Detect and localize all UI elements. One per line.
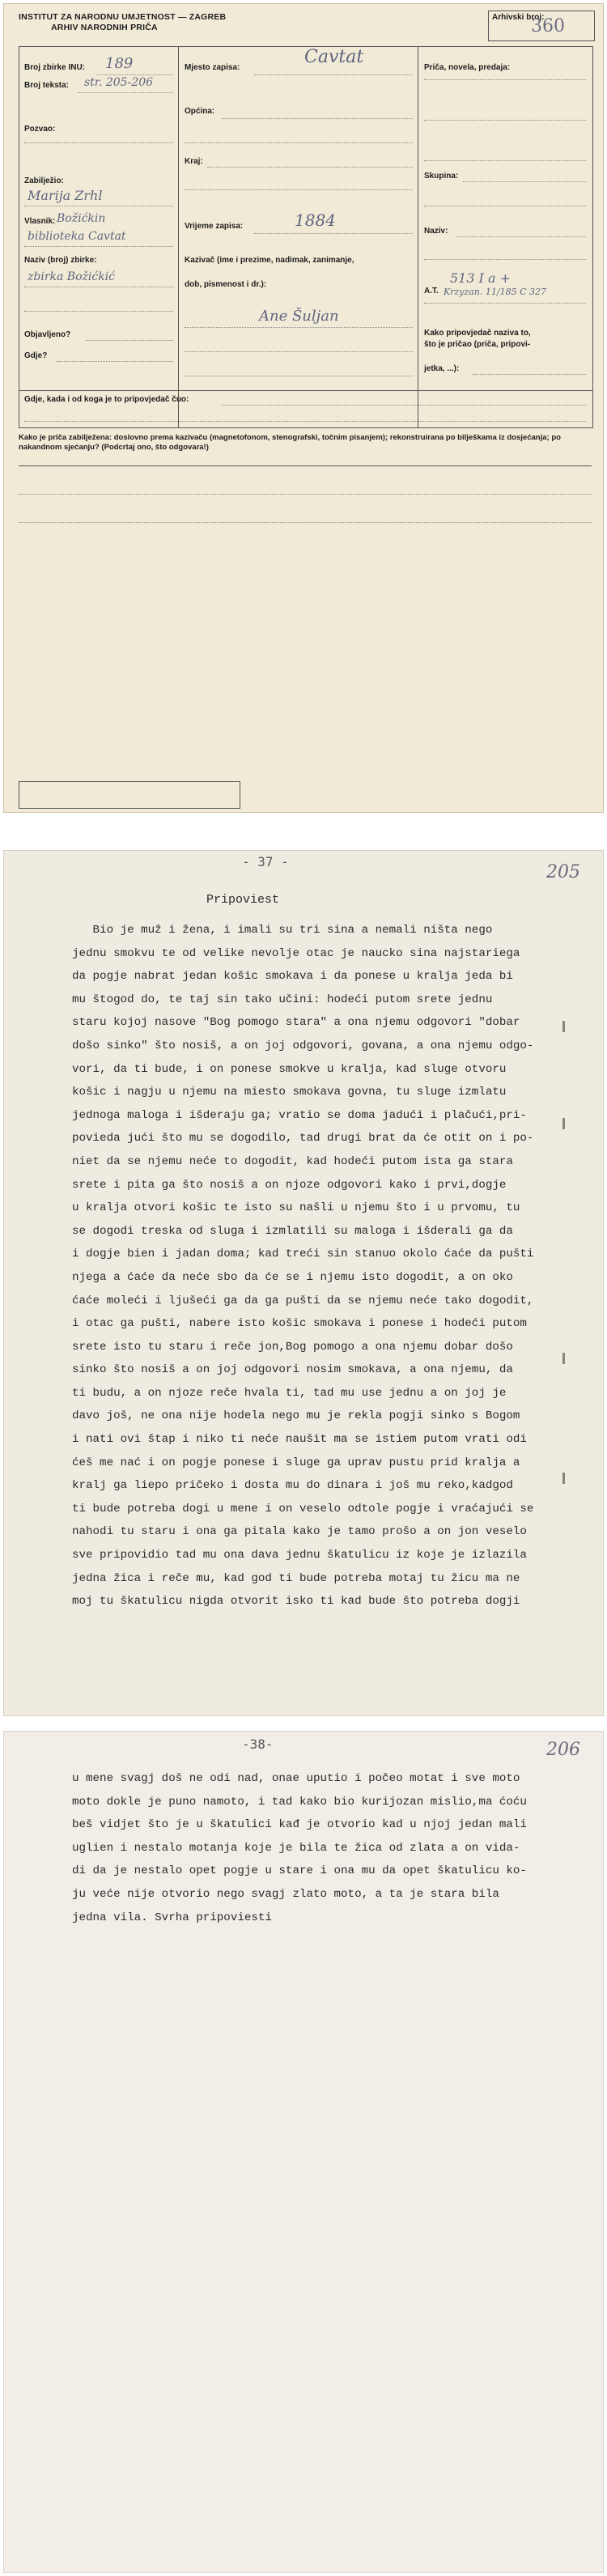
how-named-label-2: što je pričao (priča, pripovi- [424,340,531,349]
text-line: ćeš me nać i on pogje ponese i sluge ga uprav pustu prid kralja a [72,1456,520,1469]
text-line: moto dokle je puno namoto, i tad kako bio kurijozan mislio,ma ćoću [72,1795,527,1809]
municipality-label: Općina: [185,107,215,116]
collection-number-label: Broj zbirke INU: [24,63,86,72]
card-form-frame [19,46,593,428]
text-line: da pogje nabrat jedan košic smokava i da ponese u kralja jeda bi [72,970,513,984]
text-line: nahodi tu staru i ona ga pitala kako je tamo prošo a on jon veselo [72,1525,527,1539]
text-line: ju veće nije otvorio nego svagj zlato moto, a ta je stara bila [72,1887,499,1901]
text-line: u mene svagj doš ne odi nad, onae uputio i počeo motat i sve moto [72,1772,520,1785]
text-line: ti budu, a on njoze reče hvala ti, tad mu use jednu a on joj je [72,1386,507,1400]
narrator-label-2: dob, pismenost i dr.): [185,280,267,289]
how-named-label-3: jetka, ...): [424,364,460,373]
text-line: moj tu škatulicu nigda otvorit isko ti kad bude što potreba dogji [72,1595,520,1609]
owner-label: Vlasnik: [24,217,56,226]
text-line: i dogje bien i jadan doma; kad treći sin stanuo okolo ćaće da pušti [72,1248,534,1261]
text-line: vori, da ti bude, i on ponese smokve u kralja, kad sluge otvoru [72,1062,507,1076]
card-header [19,12,226,33]
text-line: ti bude potreba dogi u mene i on veselo odtole pogje i vraćajući se [72,1502,534,1515]
collection-name-label: Naziv (broj) zbirke: [24,256,97,265]
text-line: sinko što nosiš a on joj odgovori nosim smokava, a ona njemu, da [72,1363,513,1377]
text-line: uglien i nestalo motanja koje je bila te žica od zlata a on vida- [72,1841,520,1855]
text-line: beš vidjet što je u škatulici kađ je otvorio kad u njoj jedan mali [72,1818,527,1832]
text-line: i nati ovi štap i niko ti neće naušit ma se istiem putom vrati odi [72,1433,527,1447]
recorder-value: Marija Zrhl [28,188,103,203]
date-label: Vrijeme zapisa: [185,222,244,231]
text-line: u kralja otvori košic te isto su našli u njemu što i u prvomu, tu [72,1201,520,1215]
text-line: srete i pita ga što nosiš a on njoze odgovori kako i prvi,dogje [72,1178,507,1192]
recording-method-note: Kako je priča zabilježena: doslovno prema kazivaču (magnetofonom, stenografski, točnim pisanjem); rekonstruirana po bilješkama iz dosjećanja; po nakandnom sjećanju? (Podcrtaj ono, što odgovara!) [19,433,561,452]
archive-number-label: Arhivski broj: [492,13,545,22]
at-value-2: Krzyzan. 11/185 C 327 [444,287,547,297]
text-line: srete isto tu staru i reče jon,Bog pomogo a ona njemu dobar došo [72,1340,513,1354]
text-line: njega a ćaće da neće sbo da će se i njemu isto dogodit, a on oko [72,1270,513,1284]
text-line: došo sinko" što nosiš, a on joj odgovori, govana, a ona njemu odgo- [72,1039,534,1052]
text-line: niet da se njemu neće to dogodit, kad hodeći putom ista ga stara [72,1154,513,1168]
collector-label: Pozvao: [24,125,56,134]
column-divider [178,47,179,427]
text-line: i otac ga pušti, nabere isto košic smokava i ponese i hodeći putom [72,1317,527,1331]
story-page-38 [3,1731,604,2573]
published-label: Objavljeno? [24,330,71,339]
collection-number-value: 189 [105,55,134,72]
folio-number: 206 [546,1740,580,1760]
text-line: jednoga maloga i išderaju ga; vratio se doma jadući i plačući,pri- [72,1108,527,1122]
archive-name: ARHIV NARODNIH PRIČA [51,23,158,32]
how-named-label: Kako pripovjedač naziva to, [424,329,531,338]
collection-name-value: zbirka Božićkić [28,270,116,283]
text-line: se dogodi treska od sluga i izmlatili su maloga i išderali ga da [72,1224,513,1238]
page-number: -38- [242,1736,274,1752]
name-label: Naziv: [424,227,448,236]
text-line: povieda jući što mu se dogodilo, tad drugi brat da će otit on i po- [72,1132,534,1146]
text-line: di da je nestalo opet pogje u stare i ona mu da opet škatulicu ko- [72,1864,527,1878]
text-line: staru kojoj nasove "Bog pomogo stara" a ona njemu odgovori "dobar [72,1016,520,1030]
text-line: Bio je muž i žena, i imali su tri sina a nemali ništa nego [72,924,493,937]
story-text-block [72,1767,527,1929]
text-line: davo još, ne ona nije hodela nego mu je rekla pogji sinko s Bogom [72,1409,520,1423]
text-line: ćaće moleći i ljušeći ga da ga pušti da se njemu neće tako dogodit, [72,1294,534,1307]
text-number-label: Broj teksta: [24,81,70,90]
story-text-block [72,919,533,1613]
text-line: sve pripovidio tad mu ona dava jednu škatulicu iz koje je izlazila [72,1549,527,1562]
folio-number: 205 [546,862,580,882]
at-label: A.T. [424,287,439,295]
page-number: - 37 - [242,854,289,869]
region-label: Kraj: [185,157,203,166]
story-title: Pripoviest [206,893,280,907]
group-label: Skupina: [424,172,459,181]
text-line: jednu smokvu te od velike nevolje otac je naucko sina najstariega [72,946,520,960]
narrator-label: Kazivač (ime i prezime, nadimak, zanimanje, [185,256,354,265]
text-line: košic i nagju u njemu na miesto smokava govna, tu sluge izmlatu [72,1086,507,1099]
text-line: mu štogod do, te taj sin tako učini: hodeći putom srete jednu [72,993,493,1006]
date-value: 1884 [295,210,336,230]
story-type-label: Priča, novela, predaja: [424,63,511,72]
archive-card-page [3,3,604,813]
place-label: Mjesto zapisa: [185,63,240,72]
archive-number-value: 360 [531,16,565,36]
bottom-empty-box [19,781,240,809]
text-line: jedna žica i reče mu, kad god ti bude potreba motaj tu žicu ma ne [72,1571,520,1585]
recorder-label: Zabilježio: [24,176,64,185]
text-number-value: str. 205-206 [84,76,154,89]
heard-from-label: Gdje, kada i od koga je to pripovjedač čuo: [24,395,189,404]
where-label: Gdje? [24,351,48,360]
place-value: Cavtat [304,47,364,67]
story-page-37 [3,850,604,1716]
at-value: 513 I a + [450,270,511,286]
owner-value: Božićkin [57,212,106,225]
owner-value-2: biblioteka Cavtat [28,230,126,243]
text-line: kralj ga liepo pričeko i dosta mu do dinara i još mu reko,kadgod [72,1479,513,1493]
narrator-value: Ane Šuljan [259,308,339,325]
institute-name: INSTITUT ZA NARODNU UMJETNOST — ZAGREB [19,12,227,22]
text-line: jedna vila. Svrha pripoviesti [72,1911,272,1924]
archive-number-box [488,11,595,41]
